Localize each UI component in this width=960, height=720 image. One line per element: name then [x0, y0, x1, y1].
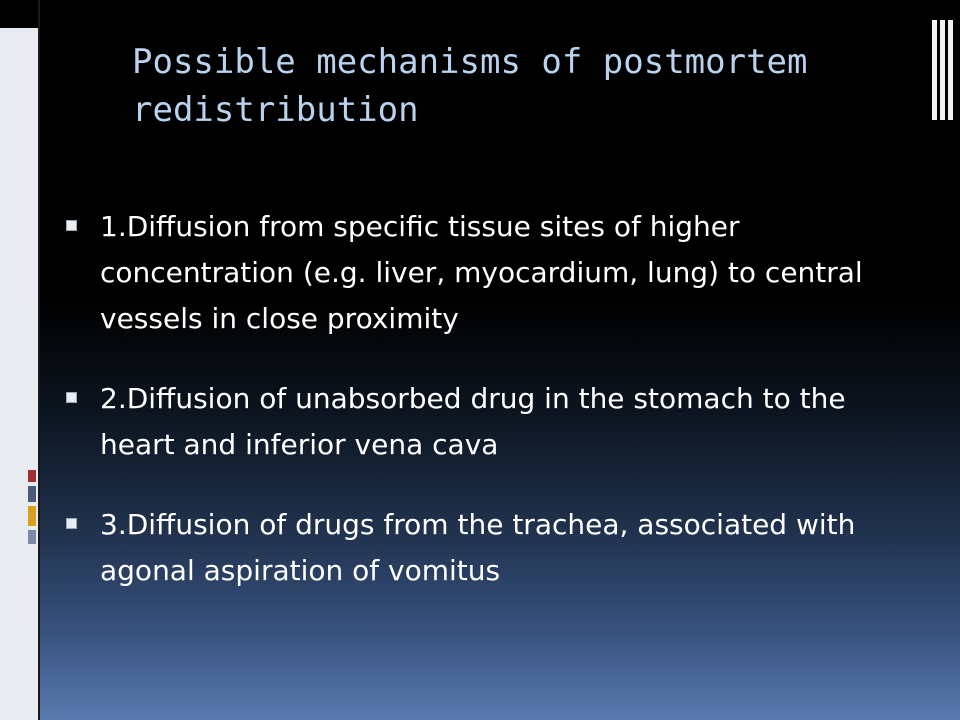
accent-bar-slate	[28, 486, 36, 502]
right-deco-bar	[932, 20, 937, 120]
accent-bar-grey	[28, 530, 36, 544]
bullet-item	[62, 502, 922, 594]
bullet-text: 1.Diffusion from specific tissue sites of higher concentration (e.g. liver, myocardium, lung) to central vessels in close proximity	[100, 210, 863, 335]
slide-title: Possible mechanisms of postmortem redistribution	[132, 42, 808, 130]
left-decorative-band	[0, 0, 38, 720]
bullet-list	[62, 204, 922, 628]
accent-bar-red	[28, 470, 36, 482]
square-bullet-icon	[66, 220, 77, 231]
right-deco-bar	[940, 20, 945, 120]
square-bullet-icon	[66, 392, 77, 403]
left-band-divider	[38, 0, 40, 720]
left-band-top-notch	[0, 0, 38, 28]
right-deco-bar	[948, 20, 953, 120]
bullet-item	[62, 376, 922, 468]
accent-bar-gold	[28, 506, 36, 526]
bullet-text: 2.Diffusion of unabsorbed drug in the stomach to the heart and inferior vena cava	[100, 382, 846, 461]
bullet-text: 3.Diffusion of drugs from the trachea, associated with agonal aspiration of vomitus	[100, 508, 856, 587]
square-bullet-icon	[66, 518, 77, 529]
right-decorative-bars	[932, 20, 960, 120]
bullet-item	[62, 204, 922, 342]
